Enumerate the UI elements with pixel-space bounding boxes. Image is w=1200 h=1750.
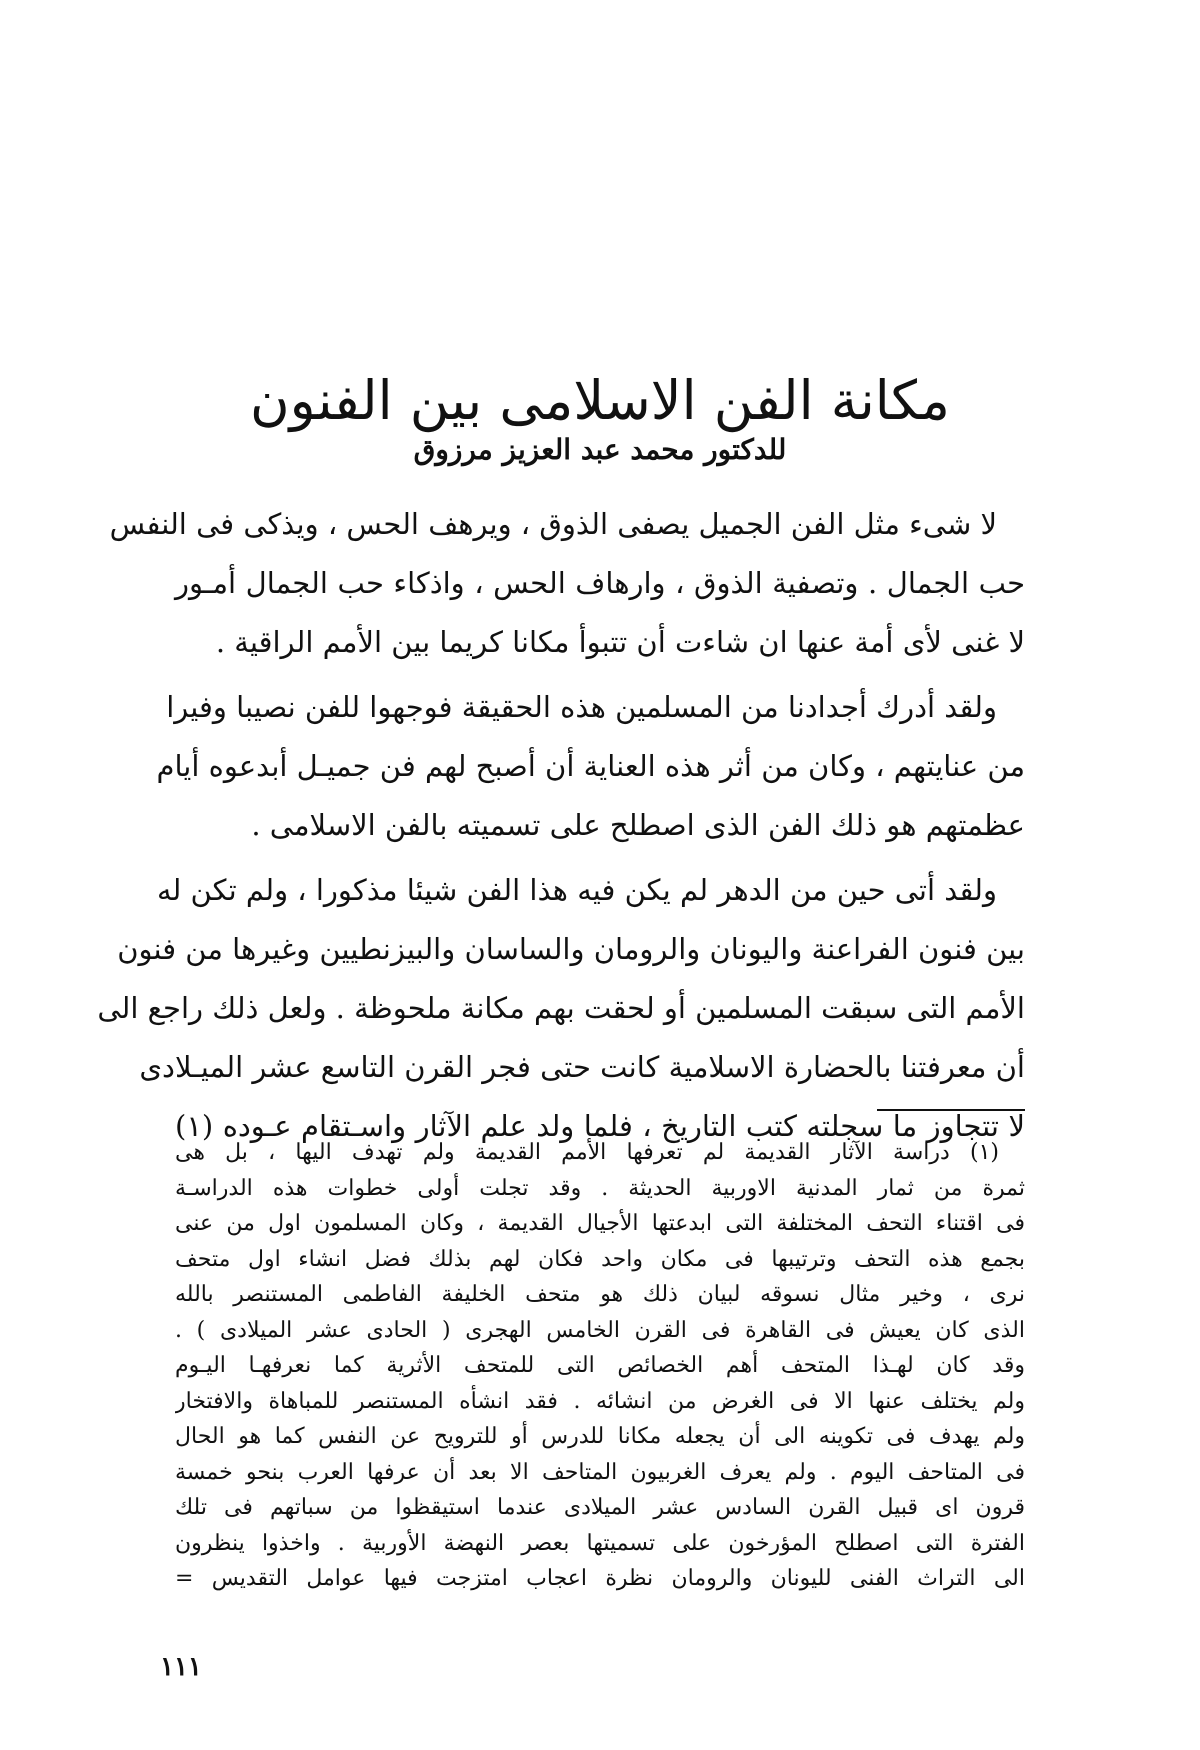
paragraph-line: عظمتهم هو ذلك الفن الذى اصطلح على تسميته بالفن الاسلامى .: [251, 808, 1025, 842]
article-title: مكانة الفن الاسلامى بين الفنون: [250, 369, 950, 433]
paragraph-3: [97, 861, 1025, 1156]
footnote-block: [175, 1135, 1025, 1597]
paragraph-line: الأمم التى سبقت المسلمين أو لحقت بهم مكانة ملحوظة . ولعل ذلك راجع الى: [97, 991, 1025, 1025]
footnote-line: فى المتاحف اليوم . ولم يعرف الغربيون المتاحف الا بعد أن عرفها العرب بنحو خمسة: [175, 1459, 1025, 1485]
paragraph-line: حب الجمال . وتصفية الذوق ، وارهاف الحس ، واذكاء حب الجمال أمـور: [175, 566, 1025, 600]
footnote-line: بجمع هذه التحف وترتيبها فى مكان واحد فكان لهم بذلك فضل انشاء اول متحف: [175, 1246, 1025, 1272]
author-line: للدكتور محمد عبد العزيز مرزوق: [413, 433, 787, 466]
paragraph-2: [156, 678, 1025, 855]
footnote-line: ثمرة من ثمار المدنية الاوربية الحديثة . وقد تجلت أولى خطوات هذه الدراسـة: [175, 1175, 1025, 1201]
article-body: [97, 495, 1025, 1156]
paragraph-line: ولقد أتى حين من الدهر لم يكن فيه هذا الفن شيئا مذكورا ، ولم تكن له: [156, 873, 997, 907]
paragraph-line: أن معرفتنا بالحضارة الاسلامية كانت حتى فجر القرن التاسع عشر الميـلادى: [139, 1050, 1025, 1084]
footnote-line: ولم يختلف عنها الا فى الغرض من انشائه . فقد انشأه المستنصر للمباهاة والافتخار: [175, 1388, 1025, 1414]
footnote-line: الى التراث الفنى لليونان والرومان نظرة اعجاب امتزجت فيها عوامل التقديس =: [175, 1566, 1025, 1591]
footnote-line: (١) دراسة الآثار القديمة لم تعرفها الأمم القديمة ولم تهدف اليها ، بل هى: [175, 1140, 999, 1165]
footnote-line: الذى كان يعيش فى القاهرة فى القرن الخامس الهجرى ( الحادى عشر الميلادى ) .: [175, 1317, 1025, 1343]
footnote-line: وقد كان لهـذا المتحف أهم الخصائص التى للمتحف الأثرية كما نعرفهـا اليـوم: [175, 1353, 1025, 1378]
footnote-line: فى اقتناء التحف المختلفة التى ابدعتها الأجيال القديمة ، وكان المسلمون اول من عنى: [175, 1211, 1025, 1236]
footnote-divider: [877, 1109, 1025, 1111]
paragraph-line: لا تتجاوز ما سجلته كتب التاريخ ، فلما ولد علم الآثار واسـتقام عـوده (١): [175, 1109, 1025, 1143]
footnote-line: الفترة التى اصطلح المؤرخون على تسميتها بعصر النهضة الأوربية . واخذوا ينظرون: [175, 1530, 1025, 1556]
footnote-line: نرى ، وخير مثال نسوقه لبيان ذلك هو متحف الخليفة الفاطمى المستنصر بالله: [175, 1282, 1025, 1307]
paragraph-line: لا شىء مثل الفن الجميل يصفى الذوق ، ويرهف الحس ، ويذكى فى النفس: [109, 507, 997, 541]
paragraph-line: من عنايتهم ، وكان من أثر هذه العناية أن أصبح لهم فن جميـل أبدعوه أيام: [156, 749, 1025, 783]
paragraph-line: بين فنون الفراعنة واليونان والرومان والساسان والبيزنطيين وغيرها من فنون: [117, 932, 1025, 966]
paragraph-line: لا غنى لأى أمة عنها ان شاءت أن تتبوأ مكانا كريما بين الأمم الراقية .: [215, 625, 1025, 659]
footnote-line: قرون اى قبيل القرن السادس عشر الميلادى عندما استيقظوا من سباتهم فى تلك: [175, 1495, 1025, 1520]
footnote-line: ولم يهدف فى تكوينه الى أن يجعله مكانا للدرس أو للترويح عن النفس كما هو الحال: [175, 1424, 1025, 1449]
paragraph-1: [109, 495, 1025, 672]
page-number: ١١١: [160, 1652, 202, 1682]
paragraph-line: ولقد أدرك أجدادنا من المسلمين هذه الحقيقة فوجهوا للفن نصيبا وفيرا: [166, 690, 997, 724]
